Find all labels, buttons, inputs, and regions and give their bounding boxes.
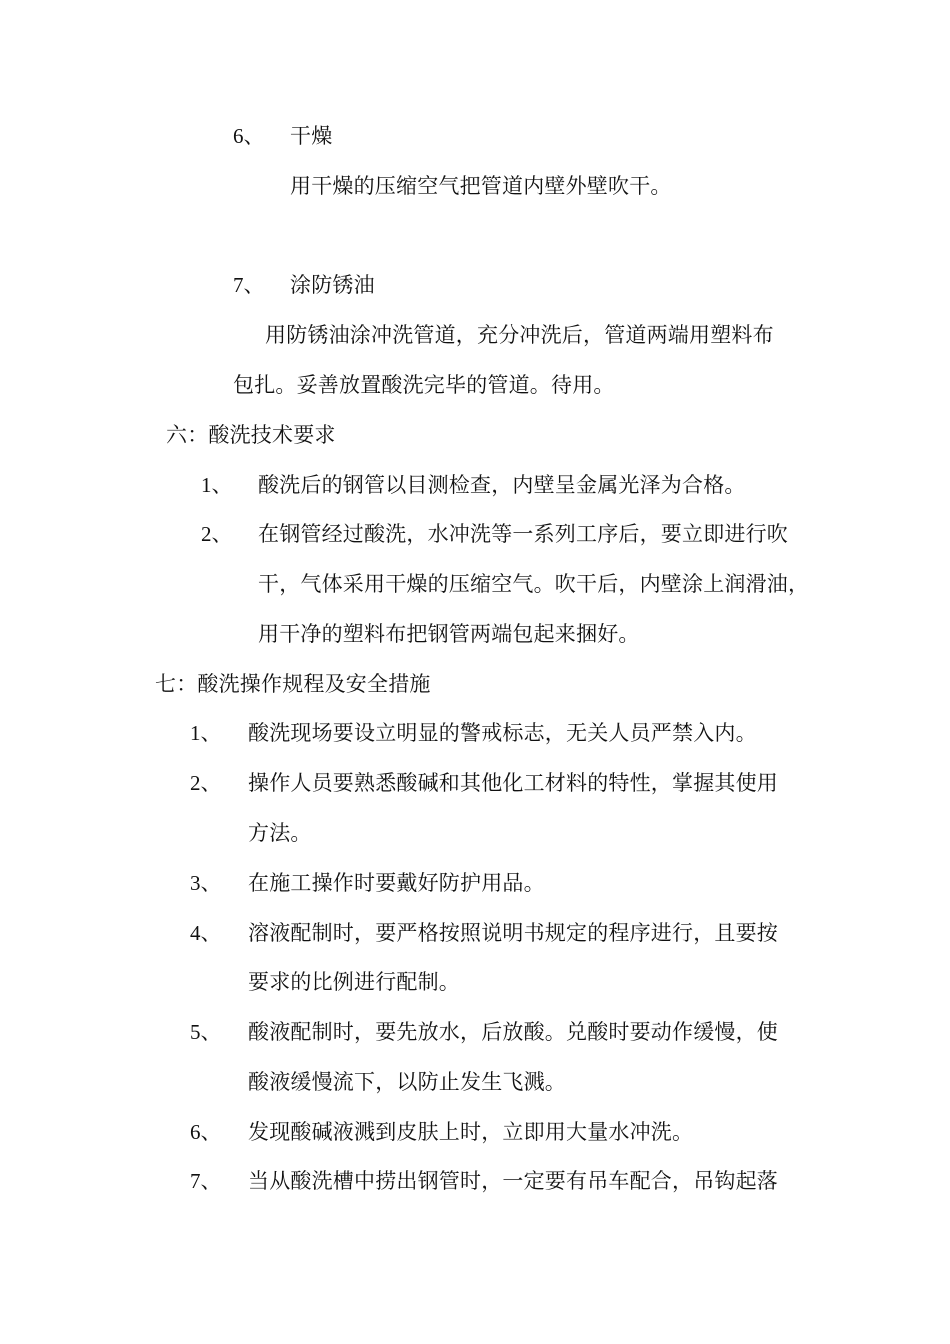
section-7-item-4-line-1: 溶液配制时，要严格按照说明书规定的程序进行，且要按 [248, 921, 778, 945]
step-7-title: 涂防锈油 [290, 273, 375, 297]
section-7-item-1-line-1: 酸洗现场要设立明显的警戒标志，无关人员严禁入内。 [248, 721, 757, 745]
section-7-item-6-number: 6、 [190, 1120, 222, 1144]
section-7-item-2-number: 2、 [190, 771, 222, 795]
section-7-item-3-number: 3、 [190, 871, 222, 895]
section-6-item-2-line-2: 干，气体采用干燥的压缩空气。吹干后，内壁涂上润滑油， [258, 572, 810, 596]
section-7-item-4-number: 4、 [190, 921, 222, 945]
step-7-body-line-1: 用防锈油涂冲洗管道，充分冲洗后，管道两端用塑料布 [265, 323, 774, 347]
section-7-item-2-line-2: 方法。 [248, 821, 312, 845]
step-7-number: 7、 [233, 273, 265, 297]
step-6-body: 用干燥的压缩空气把管道内壁外壁吹干。 [290, 174, 672, 198]
section-7-item-1-number: 1、 [190, 721, 222, 745]
section-7-item-7-number: 7、 [190, 1169, 222, 1193]
section-7-heading: 七：酸洗操作规程及安全措施 [155, 672, 431, 696]
section-6-item-1-line-1: 酸洗后的钢管以目测检查，内壁呈金属光泽为合格。 [258, 473, 746, 497]
section-7-item-7-line-1: 当从酸洗槽中捞出钢管时，一定要有吊车配合，吊钩起落 [248, 1169, 778, 1193]
section-6-item-2-line-1: 在钢管经过酸洗，水冲洗等一系列工序后，要立即进行吹 [258, 522, 788, 546]
section-7-item-2-line-1: 操作人员要熟悉酸碱和其他化工材料的特性，掌握其使用 [248, 771, 778, 795]
section-7-item-4-line-2: 要求的比例进行配制。 [248, 970, 460, 994]
step-6-number: 6、 [233, 124, 265, 148]
section-7-item-5-line-2: 酸液缓慢流下，以防止发生飞溅。 [248, 1070, 566, 1094]
section-7-item-3-line-1: 在施工操作时要戴好防护用品。 [248, 871, 545, 895]
step-7-body-line-2: 包扎。妥善放置酸洗完毕的管道。待用。 [233, 373, 615, 397]
step-6-title: 干燥 [290, 124, 333, 148]
section-7-item-6-line-1: 发现酸碱液溅到皮肤上时，立即用大量水冲洗。 [248, 1120, 694, 1144]
section-6-heading: 六：酸洗技术要求 [166, 423, 336, 447]
section-6-item-1-number: 1、 [201, 473, 233, 497]
section-6-item-2-number: 2、 [201, 522, 233, 546]
section-7-item-5-line-1: 酸液配制时，要先放水，后放酸。兑酸时要动作缓慢，使 [248, 1020, 778, 1044]
section-7-item-5-number: 5、 [190, 1020, 222, 1044]
section-6-item-2-line-3: 用干净的塑料布把钢管两端包起来捆好。 [258, 622, 640, 646]
